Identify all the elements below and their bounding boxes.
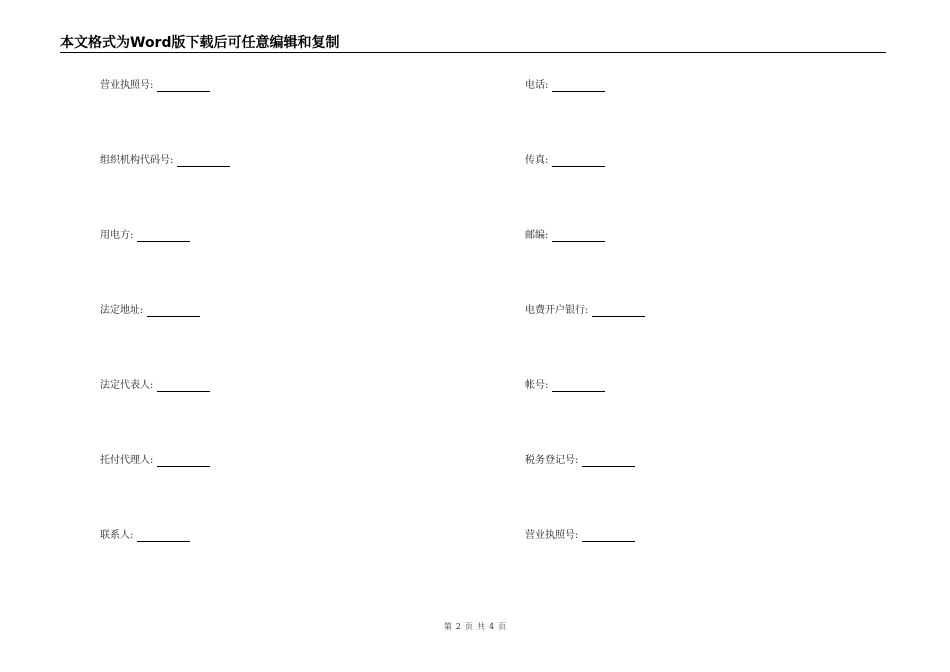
field-label: 法定地址:: [100, 305, 144, 316]
field-consumer: [100, 229, 190, 243]
field-label: 传真:: [525, 155, 549, 166]
fill-blank[interactable]: [552, 156, 605, 167]
page-mid1: 页: [465, 622, 473, 631]
field-label: 托付代理人:: [100, 455, 154, 466]
page-footer: [0, 621, 950, 632]
field-org-code: [100, 154, 230, 168]
field-account: [525, 379, 605, 393]
field-contact: [100, 529, 190, 543]
fill-blank[interactable]: [552, 231, 605, 242]
field-postcode: [525, 229, 605, 243]
field-label: 营业执照号:: [100, 80, 154, 91]
field-label: 营业执照号:: [525, 530, 579, 541]
fill-blank[interactable]: [552, 81, 605, 92]
page-current: 2: [455, 622, 461, 631]
fill-blank[interactable]: [137, 531, 190, 542]
header-title: 本文格式为Word版下载后可任意编辑和复制: [60, 35, 340, 51]
fill-blank[interactable]: [157, 456, 210, 467]
field-business-license-left: [100, 79, 210, 93]
field-label: 组织机构代码号:: [100, 155, 174, 166]
field-label: 法定代表人:: [100, 380, 154, 391]
field-label: 用电方:: [100, 230, 134, 241]
fill-blank[interactable]: [592, 306, 645, 317]
fill-blank[interactable]: [147, 306, 200, 317]
field-label: 帐号:: [525, 380, 549, 391]
page-prefix: 第: [443, 622, 452, 631]
page-total: 4: [489, 622, 495, 631]
field-label: 税务登记号:: [525, 455, 579, 466]
page-mid2: 共: [477, 622, 485, 631]
field-tax-id: [525, 454, 635, 468]
fill-blank[interactable]: [552, 381, 605, 392]
fill-blank[interactable]: [177, 156, 230, 167]
field-label: 联系人:: [100, 530, 134, 541]
field-legal-address: [100, 304, 200, 318]
field-label: 邮编:: [525, 230, 549, 241]
fill-blank[interactable]: [137, 231, 190, 242]
fill-blank[interactable]: [157, 381, 210, 392]
field-agent: [100, 454, 210, 468]
fill-blank[interactable]: [157, 81, 210, 92]
page-header: [60, 34, 886, 53]
field-label: 电话:: [525, 80, 549, 91]
field-fax: [525, 154, 605, 168]
field-label: 电费开户银行:: [525, 305, 589, 316]
field-bank: [525, 304, 645, 318]
page-suffix: 页: [498, 622, 507, 631]
field-business-license-right: [525, 529, 635, 543]
fill-blank[interactable]: [582, 456, 635, 467]
field-phone: [525, 79, 605, 93]
fill-blank[interactable]: [582, 531, 635, 542]
field-legal-rep: [100, 379, 210, 393]
